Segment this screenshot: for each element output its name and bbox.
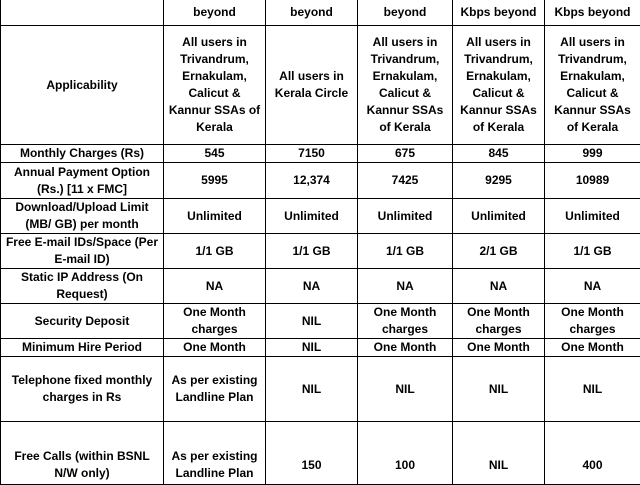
cell-free-calls-plan-5: 400	[545, 422, 640, 485]
cell-speed-plan-4: Kbps beyond	[453, 0, 545, 26]
table-row-applicability	[1, 26, 640, 145]
table-row-speed	[1, 0, 640, 26]
cell-download-limit-plan-3: Unlimited	[358, 199, 453, 234]
cell-free-calls-plan-2: 150	[266, 422, 358, 485]
cell-free-calls-plan-1: As per existing Landline Plan	[164, 422, 266, 485]
table-row-free-email	[1, 234, 640, 269]
cell-annual-payment-plan-1: 5995	[164, 163, 266, 199]
cell-minimum-hire-plan-4: One Month	[453, 339, 545, 357]
table-row-free-calls	[1, 422, 640, 485]
table-row-download-limit	[1, 199, 640, 234]
table-row-annual-payment	[1, 163, 640, 199]
cell-free-email-plan-4: 2/1 GB	[453, 234, 545, 269]
cell-telephone-charges-plan-1: As per existing Landline Plan	[164, 357, 266, 422]
cell-monthly-charges-plan-4: 845	[453, 145, 545, 163]
row-label-annual-payment: Annual Payment Option (Rs.) [11 x FMC]	[1, 163, 164, 199]
cell-free-calls-plan-3: 100	[358, 422, 453, 485]
cell-security-deposit-plan-4: One Month charges	[453, 304, 545, 339]
cell-monthly-charges-plan-5: 999	[545, 145, 640, 163]
cell-monthly-charges-plan-2: 7150	[266, 145, 358, 163]
cell-static-ip-plan-1: NA	[164, 269, 266, 304]
cell-static-ip-plan-5: NA	[545, 269, 640, 304]
cell-download-limit-plan-1: Unlimited	[164, 199, 266, 234]
cell-monthly-charges-plan-1: 545	[164, 145, 266, 163]
cell-download-limit-plan-5: Unlimited	[545, 199, 640, 234]
row-label-security-deposit: Security Deposit	[1, 304, 164, 339]
cell-minimum-hire-plan-3: One Month	[358, 339, 453, 357]
cell-speed-plan-1: beyond	[164, 0, 266, 26]
cell-telephone-charges-plan-5: NIL	[545, 357, 640, 422]
table-row-monthly-charges	[1, 145, 640, 163]
cell-minimum-hire-plan-2: NIL	[266, 339, 358, 357]
cell-speed-plan-5: Kbps beyond	[545, 0, 640, 26]
cell-free-email-plan-2: 1/1 GB	[266, 234, 358, 269]
cell-applicability-plan-4: All users in Trivandrum, Ernakulam, Calicut & Kannur SSAs of Kerala	[453, 26, 545, 145]
cell-applicability-plan-1: All users in Trivandrum, Ernakulam, Calicut & Kannur SSAs of Kerala	[164, 26, 266, 145]
table-row-minimum-hire	[1, 339, 640, 357]
cell-minimum-hire-plan-5: One Month	[545, 339, 640, 357]
table-row-static-ip	[1, 269, 640, 304]
table-row-telephone-charges	[1, 357, 640, 422]
row-label-applicability: Applicability	[1, 26, 164, 145]
row-label-static-ip: Static IP Address (On Request)	[1, 269, 164, 304]
cell-static-ip-plan-4: NA	[453, 269, 545, 304]
cell-security-deposit-plan-5: One Month charges	[545, 304, 640, 339]
cell-download-limit-plan-2: Unlimited	[266, 199, 358, 234]
cell-static-ip-plan-3: NA	[358, 269, 453, 304]
cell-telephone-charges-plan-4: NIL	[453, 357, 545, 422]
cell-free-calls-plan-4: NIL	[453, 422, 545, 485]
row-label-telephone-charges: Telephone fixed monthly charges in Rs	[1, 357, 164, 422]
cell-speed-plan-2: beyond	[266, 0, 358, 26]
cell-security-deposit-plan-1: One Month charges	[164, 304, 266, 339]
row-label-monthly-charges: Monthly Charges (Rs)	[1, 145, 164, 163]
cell-download-limit-plan-4: Unlimited	[453, 199, 545, 234]
cell-free-email-plan-1: 1/1 GB	[164, 234, 266, 269]
cell-applicability-plan-5: All users in Trivandrum, Ernakulam, Calicut & Kannur SSAs of Kerala	[545, 26, 640, 145]
cell-free-email-plan-3: 1/1 GB	[358, 234, 453, 269]
cell-minimum-hire-plan-1: One Month	[164, 339, 266, 357]
cell-static-ip-plan-2: NA	[266, 269, 358, 304]
row-label-speed	[1, 0, 164, 26]
cell-security-deposit-plan-2: NIL	[266, 304, 358, 339]
cell-annual-payment-plan-2: 12,374	[266, 163, 358, 199]
cell-telephone-charges-plan-2: NIL	[266, 357, 358, 422]
cell-annual-payment-plan-3: 7425	[358, 163, 453, 199]
row-label-minimum-hire: Minimum Hire Period	[1, 339, 164, 357]
cell-annual-payment-plan-4: 9295	[453, 163, 545, 199]
cell-free-email-plan-5: 1/1 GB	[545, 234, 640, 269]
row-label-free-email: Free E-mail IDs/Space (Per E-mail ID)	[1, 234, 164, 269]
table-row-security-deposit	[1, 304, 640, 339]
cell-security-deposit-plan-3: One Month charges	[358, 304, 453, 339]
row-label-free-calls: Free Calls (within BSNL N/W only)	[1, 422, 164, 485]
cell-applicability-plan-2: All users in Kerala Circle	[266, 26, 358, 145]
row-label-download-limit: Download/Upload Limit (MB/ GB) per month	[1, 199, 164, 234]
cell-speed-plan-3: beyond	[358, 0, 453, 26]
cell-annual-payment-plan-5: 10989	[545, 163, 640, 199]
cell-applicability-plan-3: All users in Trivandrum, Ernakulam, Calicut & Kannur SSAs of Kerala	[358, 26, 453, 145]
cell-monthly-charges-plan-3: 675	[358, 145, 453, 163]
cell-telephone-charges-plan-3: NIL	[358, 357, 453, 422]
